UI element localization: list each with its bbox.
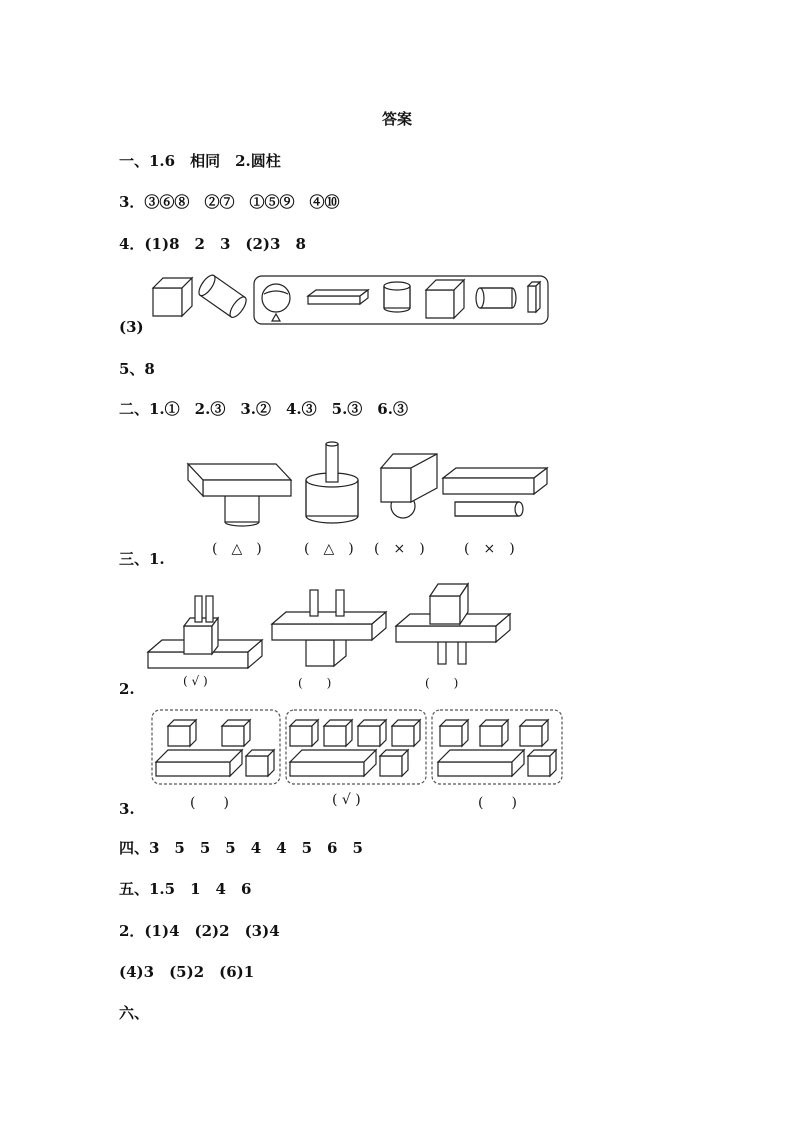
model-b-shape	[272, 590, 386, 666]
san-1-answer-3: ( × )	[374, 541, 425, 557]
horizontal-cylinder-shape	[476, 288, 516, 308]
san-3-answer-3: ( )	[478, 795, 517, 811]
san-3-answer-2: ( √ )	[332, 792, 361, 808]
san-2-answer-1: ( √ )	[183, 674, 208, 688]
tilted-cylinder-shape	[196, 273, 249, 320]
answer-line-5: 5、8	[119, 360, 155, 378]
san-1-answer-2: ( △ )	[304, 541, 354, 557]
answer-line-10: 四、3 5 5 5 4 4 5 6 5	[119, 839, 363, 857]
san-2-figure	[146, 580, 516, 670]
thin-prism-shape	[528, 282, 540, 312]
option-1-shapes	[156, 720, 274, 776]
upright-cylinder-shape	[384, 282, 410, 312]
answer-line-4-label: (3)	[119, 318, 144, 336]
option-3-shapes	[438, 720, 556, 776]
answer-line-9-label: 3.	[119, 800, 135, 818]
triangle-mark-icon	[272, 314, 280, 321]
san-3-answer-1: ( )	[190, 795, 229, 811]
cylinder-with-post-shape	[306, 442, 358, 523]
answer-line-2: 3．③⑥⑧ ②⑦ ①⑤⑨ ④⑩	[119, 193, 340, 211]
answer-line-3: 4．(1)8 2 3 (2)3 8	[119, 235, 306, 253]
san-2-answer-2: ( )	[298, 676, 332, 690]
san-1-answer-1: ( △ )	[212, 541, 262, 557]
model-c-shape	[396, 584, 510, 664]
slab-on-horizontal-cylinder-shape	[443, 468, 547, 516]
page-title: 答案	[381, 110, 412, 128]
answer-line-13: (4)3 (5)2 (6)1	[119, 963, 255, 981]
cube-shape	[153, 278, 192, 316]
san-1-answer-4: ( × )	[464, 541, 515, 557]
answer-line-11: 五、1.5 1 4 6	[119, 880, 252, 898]
slab-on-cylinder-shape	[188, 464, 291, 526]
answer-line-12: 2．(1)4 (2)2 (3)4	[119, 922, 280, 940]
cube-on-sphere-shape	[381, 454, 437, 518]
option-2-shapes	[290, 720, 420, 776]
answer-line-8-label: 2.	[119, 680, 135, 698]
answer-line-1: 一、1.6 相同 2.圆柱	[119, 152, 281, 170]
san-1-figure	[185, 440, 555, 530]
answer-line-6: 二、1.① 2.③ 3.② 4.③ 5.③ 6.③	[119, 400, 408, 418]
answer-line-7-label: 三、1.	[119, 550, 165, 568]
solids-figure	[150, 272, 550, 332]
flat-cuboid-shape	[308, 290, 368, 304]
san-3-figure	[150, 708, 570, 788]
sphere-shape	[262, 284, 290, 321]
cube-shape-2	[426, 280, 464, 318]
model-a-shape	[148, 596, 262, 668]
san-2-answer-3: ( )	[425, 676, 459, 690]
answer-line-14: 六、	[119, 1004, 150, 1022]
